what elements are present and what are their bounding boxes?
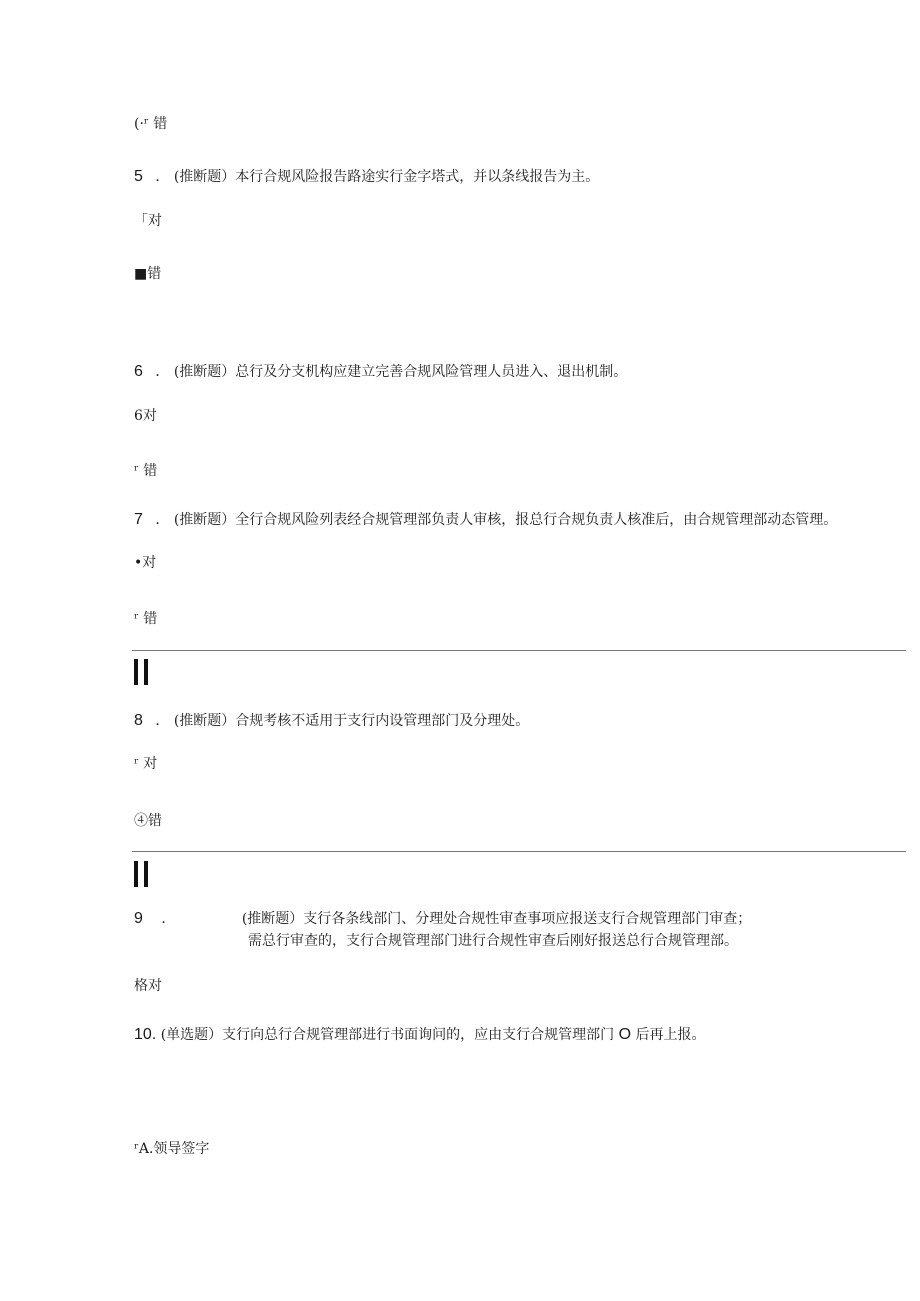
option-label: 6对 — [134, 408, 157, 424]
section-divider — [132, 851, 906, 852]
option-label: ʳ 对 — [134, 756, 158, 772]
question-number: 10. — [134, 1026, 157, 1043]
option-label: 格对 — [134, 978, 162, 994]
question-8 — [134, 711, 529, 731]
question-text: (单选题）支行向总行合规管理部进行书面询问的，应由支行合规管理部门 — [160, 1027, 615, 1043]
q8-option-false[interactable] — [134, 811, 162, 831]
q6-option-true[interactable] — [134, 406, 157, 426]
option-label: ④错 — [134, 813, 162, 829]
question-9-continued — [248, 931, 738, 951]
question-dot: ． — [155, 713, 170, 729]
section-divider — [132, 650, 906, 651]
question-number: 9 — [134, 910, 143, 927]
question-dot: ． — [155, 169, 170, 185]
q5-option-true[interactable] — [134, 211, 162, 231]
separator-bars-icon — [134, 659, 154, 685]
question-text-line-1: (推断题）支行各条线部门、分理处合规性审查事项应报送支行合规管理部门审查； — [241, 911, 752, 927]
question-text-end: 后再上报。 — [635, 1027, 706, 1043]
question-text: (推断题）总行及分支机构应建立完善合规风险管理人员进入、退出机制。 — [173, 364, 628, 380]
option-label: ʳA.领导签字 — [134, 1141, 210, 1157]
question-dot: ． — [155, 364, 170, 380]
q9-option-true[interactable] — [134, 976, 162, 996]
answer-blank: O — [618, 1026, 632, 1043]
question-5 — [134, 167, 599, 187]
q7-option-false[interactable] — [134, 609, 157, 629]
q5-option-false[interactable] — [134, 264, 161, 284]
q10-option-a[interactable] — [134, 1139, 209, 1159]
question-number: 5 — [134, 168, 143, 185]
option-label: ʳ 错 — [134, 611, 158, 627]
question-number: 7 — [134, 511, 143, 528]
q7-option-true[interactable] — [134, 553, 156, 573]
question-text-line-2: 需总行审查的，支行合规管理部门进行合规性审查后刚好报送总行合规管理部。 — [248, 933, 738, 949]
option-label: (·ʳ 错 — [134, 116, 168, 132]
option-label: •对 — [134, 555, 157, 571]
question-7 — [134, 510, 837, 530]
option-label: 「对 — [134, 213, 162, 229]
separator-bars-icon — [134, 861, 154, 887]
question-text: (推断题）合规考核不适用于支行内设管理部门及分理处。 — [173, 713, 530, 729]
question-number: 6 — [134, 363, 143, 380]
question-6 — [134, 362, 627, 382]
q6-option-false[interactable] — [134, 461, 157, 481]
question-10 — [134, 1025, 706, 1045]
option-label: ■错 — [134, 266, 162, 282]
question-dot: ． — [161, 911, 176, 927]
question-9 — [134, 909, 751, 929]
question-text: (推断题）全行合规风险列表经合规管理部负责人审核，报总行合规负责人核准后，由合规管理部动态管理。 — [173, 512, 838, 528]
q8-option-true[interactable] — [134, 754, 157, 774]
prev-question-option-wrong[interactable] — [134, 114, 167, 134]
option-label: ʳ 错 — [134, 463, 158, 479]
question-dot: ． — [155, 512, 170, 528]
question-number: 8 — [134, 712, 143, 729]
question-text: (推断题）本行合规风险报告路途实行金字塔式，并以条线报告为主。 — [173, 169, 600, 185]
